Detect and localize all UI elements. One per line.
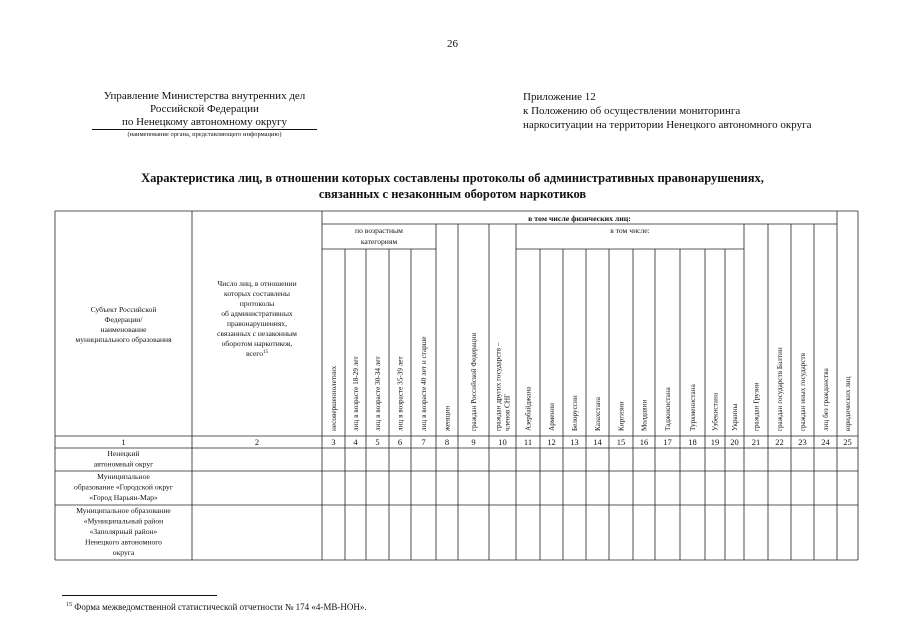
count-header-line: правонарушениях, <box>226 319 288 328</box>
left-header-note: (наименование органа, представляющего информацию) <box>127 131 282 138</box>
column-number: 1 <box>121 437 126 447</box>
subject-header-line: наименование <box>100 325 147 334</box>
age-group-label: категориям <box>360 237 398 246</box>
column-number: 6 <box>397 437 403 447</box>
column-header-vertical: граждан других государств – <box>494 342 503 431</box>
column-number: 10 <box>498 437 507 447</box>
column-number: 13 <box>570 437 579 447</box>
table-row-label: «Муниципальный район <box>83 516 164 526</box>
column-header-vertical: граждан Грузии <box>752 382 761 431</box>
table-row-label: образование «Городской округ <box>74 482 173 492</box>
left-header-line1: Управление Министерства внутренних дел <box>103 90 306 102</box>
column-number: 12 <box>547 437 556 447</box>
column-header-vertical: лиц без гражданства <box>822 368 830 431</box>
column-header-vertical: Молдавии <box>640 399 649 431</box>
column-header-vertical: Киргизии <box>617 401 626 431</box>
table-row-label: Ненецкого автономного <box>85 537 162 547</box>
column-number: 24 <box>821 437 830 447</box>
column-number: 14 <box>593 437 602 447</box>
column-header-vertical: юридических лиц <box>844 376 852 431</box>
column-number: 16 <box>639 437 649 447</box>
column-number: 7 <box>421 437 426 447</box>
column-header-vertical: Армении <box>548 403 556 431</box>
table-row-label: Муниципальное образование <box>76 506 171 515</box>
column-header-vertical: Казахстана <box>594 397 602 431</box>
subject-header-line: Субъект Российской <box>90 305 157 314</box>
subject-header-line: Федерации/ <box>104 315 143 324</box>
column-number: 25 <box>843 437 852 447</box>
count-header-line: Число лиц, в отношении <box>217 279 297 288</box>
column-number: 18 <box>688 437 697 447</box>
table-row-label: Ненецкий <box>107 449 140 458</box>
column-number: 15 <box>616 437 626 447</box>
page-number: 26 <box>447 38 458 50</box>
column-number: 19 <box>710 437 720 447</box>
count-header-line: об административных <box>221 309 293 318</box>
column-header-vertical: лиц в возрасте 35-39 лет <box>396 356 405 431</box>
column-number: 22 <box>775 437 784 447</box>
column-header-vertical: Украины <box>731 403 739 431</box>
right-header-line2: к Положению об осуществлении мониторинга <box>523 105 741 117</box>
column-header-vertical: граждан государств Балтии <box>776 347 784 431</box>
column-header-vertical: лиц в возрасте 40 лет и старше <box>420 336 428 431</box>
left-header-line3: по Ненецкому автономному округу <box>92 116 317 130</box>
count-header-line: которых составлены <box>224 289 290 298</box>
column-header-vertical: членов СНГ <box>503 393 512 431</box>
column-number: 9 <box>471 437 476 447</box>
group-header-label: в том числе физических лиц: <box>528 214 631 223</box>
table-row-label: Муниципальное <box>97 472 150 481</box>
subgroup-header-label: в том числе: <box>610 226 650 235</box>
column-number: 20 <box>730 437 739 447</box>
column-number: 23 <box>798 437 807 447</box>
column-header-vertical: несовершеннолетних <box>330 365 338 431</box>
column-header-vertical: Таджикистана <box>664 387 672 431</box>
column-number: 5 <box>375 437 380 447</box>
count-header-line: всего$^{15}$ <box>245 349 269 358</box>
age-group-label: по возрастным <box>355 226 403 235</box>
column-number: 8 <box>444 437 450 447</box>
column-number: 4 <box>353 437 358 447</box>
table-row-label: «Город Нарьян-Мар» <box>89 493 158 502</box>
right-header-line1: Приложение 12 <box>523 91 596 103</box>
column-header-vertical: Туркменистана <box>689 384 697 431</box>
title-line2: связанных с незаконным оборотом наркотиков <box>318 187 587 201</box>
count-header-line: протоколы <box>239 299 275 308</box>
footnote <box>66 602 367 612</box>
count-header-line: оборотом наркотиков, <box>221 339 293 348</box>
count-header-line: связанных с незаконным <box>217 329 297 338</box>
column-number: 21 <box>751 437 761 447</box>
subject-header-line: муниципального образования <box>75 335 172 344</box>
column-header-vertical: Узбекистана <box>711 392 720 431</box>
column-header-vertical: женщин <box>443 405 452 431</box>
column-header-vertical: лиц в возрасте 30-34 лет <box>374 356 382 431</box>
footnote-separator <box>62 595 217 596</box>
title-line1: Характеристика лиц, в отношении которых составлены протоколы об административных правонарушениях, <box>141 171 764 185</box>
column-number: 17 <box>663 437 672 447</box>
column-number: 11 <box>523 437 533 447</box>
column-header-vertical: Белоруссии <box>571 395 579 431</box>
column-number: 3 <box>331 437 336 447</box>
column-header-vertical: Азербайджана <box>524 386 533 431</box>
column-number: 2 <box>254 437 260 447</box>
footnote-marker: 15 <box>66 602 72 608</box>
right-header-line3: наркоситуации на территории Ненецкого автономного округа <box>523 119 812 131</box>
footnote-text: Форма межведомственной статистической отчетности № 174 «4-МВ-НОН». <box>72 602 367 612</box>
table-row-label: автономный округ <box>93 459 154 469</box>
column-header-vertical: граждан иных государств <box>799 352 807 431</box>
table-row-label: «Заполярный район» <box>89 527 158 536</box>
column-header-vertical: лиц в возрасте 18-29 лет <box>352 356 360 431</box>
column-header-vertical: граждан Российской Федерации <box>470 332 478 431</box>
table-row-label: округа <box>112 548 135 557</box>
left-header-line2: Российской Федерации <box>150 103 259 115</box>
